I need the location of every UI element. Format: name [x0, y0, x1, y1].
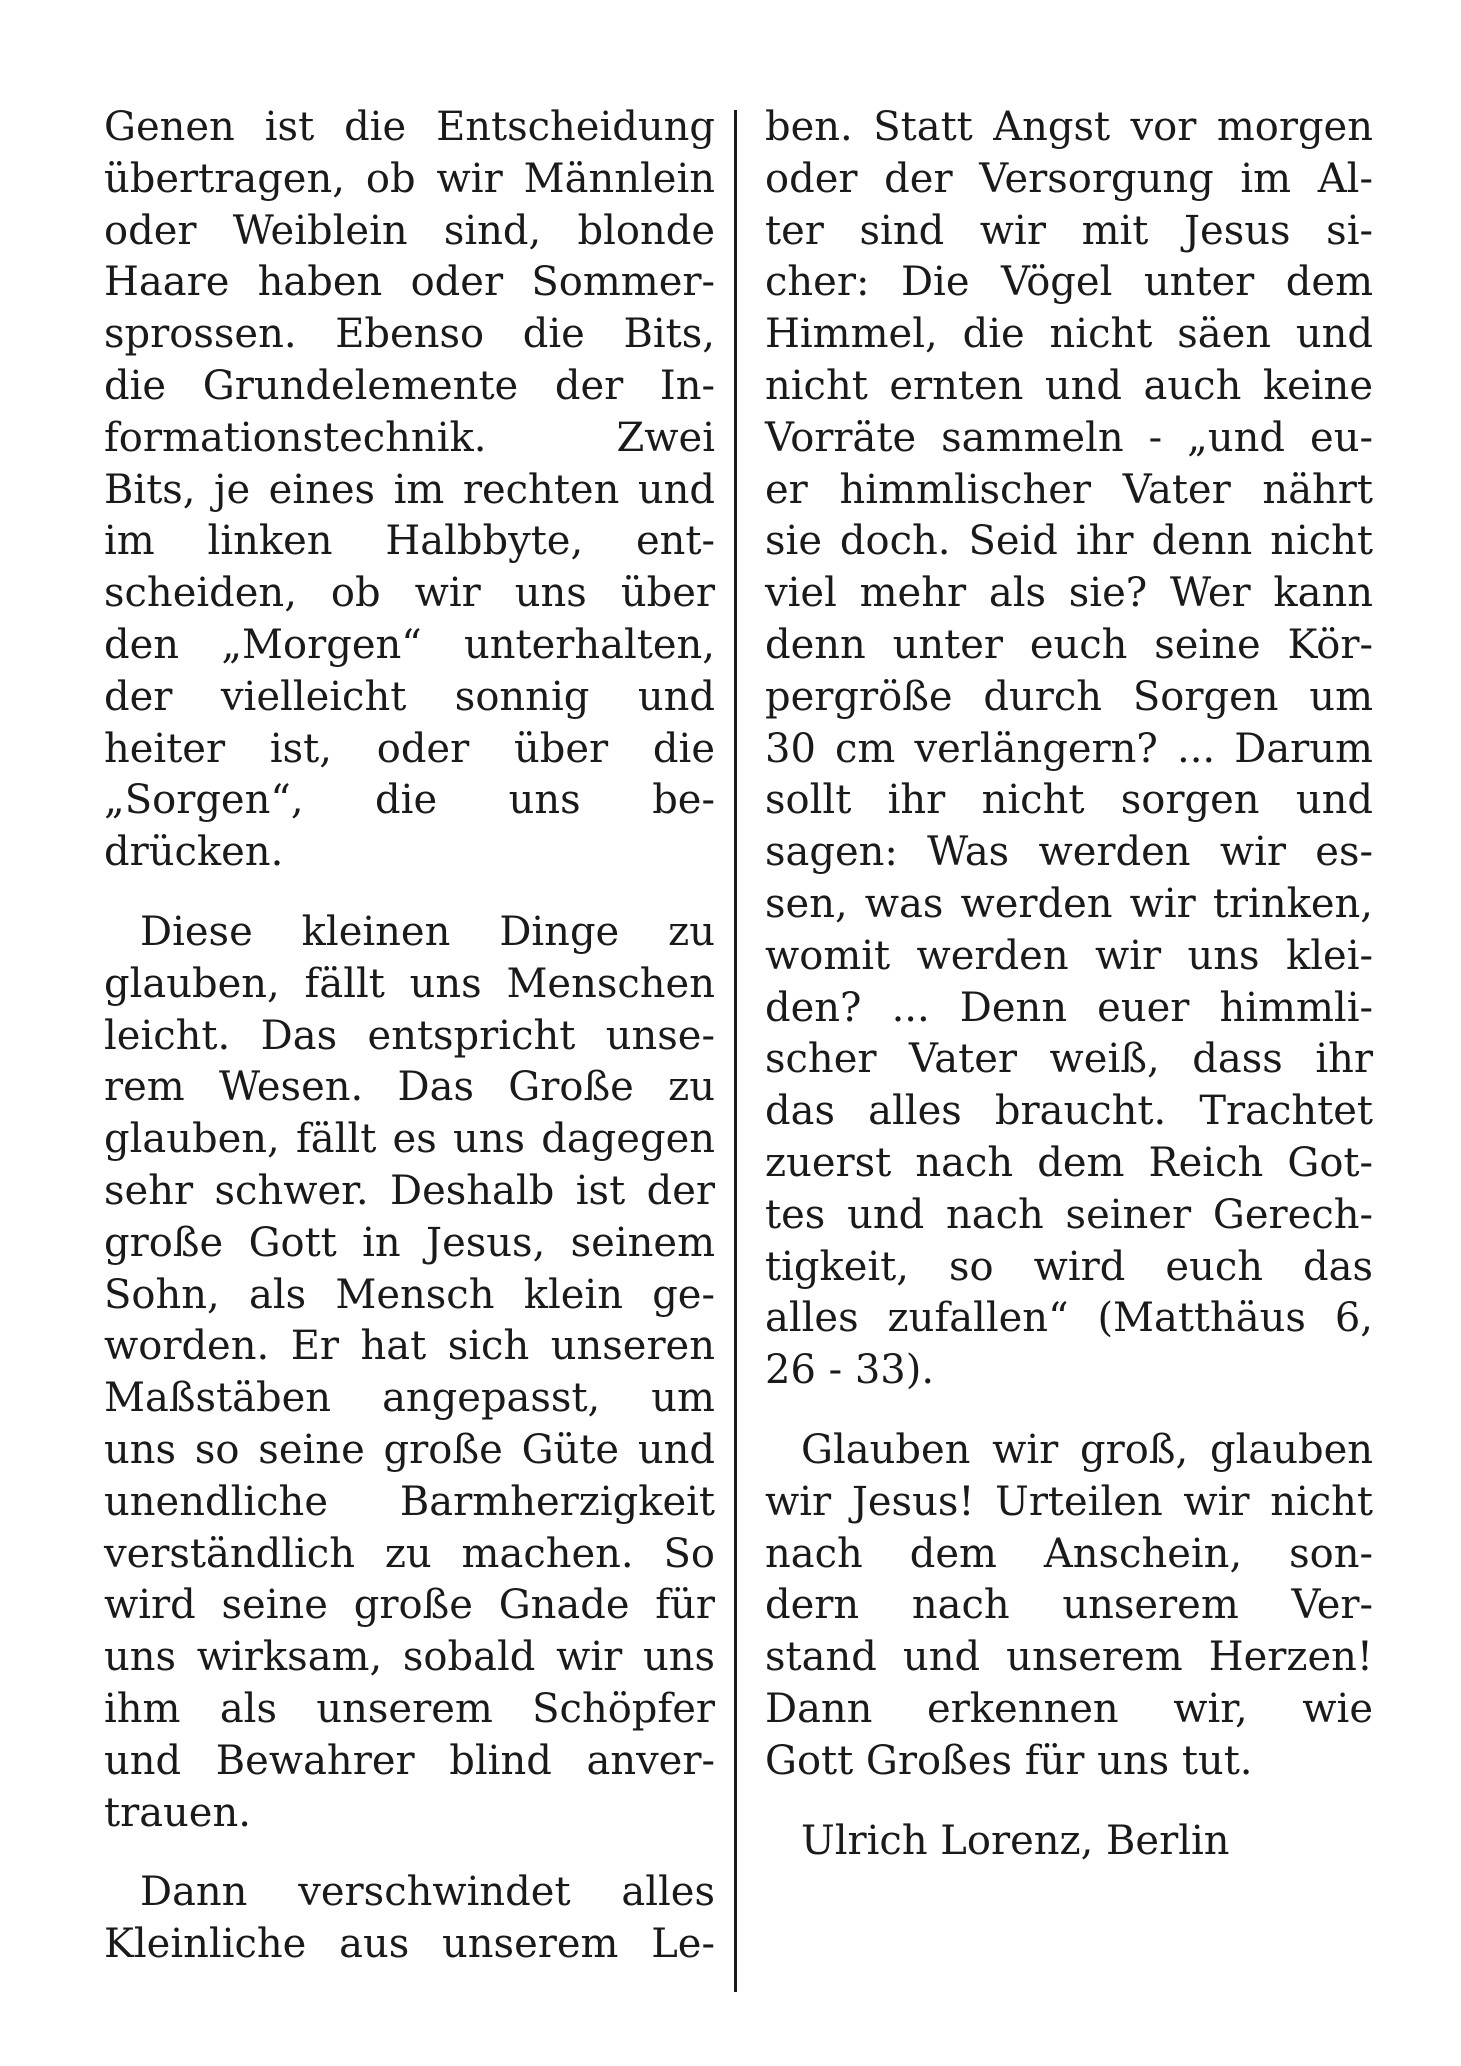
- text-line: ihm als unserem Schöpfer: [104, 1685, 715, 1732]
- text-line: Vorräte sammeln - „und eu-: [765, 414, 1373, 461]
- text-line: trauen.: [104, 1789, 251, 1836]
- left-column: [104, 102, 715, 1971]
- paragraph-gap: [104, 879, 715, 907]
- text-line: pergröße durch Sorgen um: [765, 673, 1373, 720]
- text-line: wir Jesus! Urteilen wir nicht: [765, 1478, 1373, 1525]
- text-line: das alles braucht. Trachtet: [765, 1088, 1373, 1135]
- text-line: sie doch. Seid ihr denn nicht: [765, 518, 1373, 565]
- text-line: oder Weiblein sind, blonde: [104, 207, 715, 254]
- text-line: „Sorgen“, die uns be-: [104, 777, 715, 824]
- text-line: den? ... Denn euer himmli-: [765, 984, 1373, 1031]
- text-line: übertragen, ob wir Männlein: [104, 155, 715, 202]
- text-line: cher: Die Vögel unter dem: [765, 259, 1373, 306]
- text-line: Genen ist die Entscheidung: [104, 104, 715, 150]
- text-line: im linken Halbbyte, ent-: [104, 518, 715, 565]
- text-line: 30 cm verlängern? ... Darum: [765, 725, 1373, 772]
- text-line: drücken.: [104, 829, 284, 876]
- paragraph-gap: [104, 1839, 715, 1867]
- text-line: Maßstäben angepasst, um: [104, 1375, 715, 1422]
- text-line: viel mehr als sie? Wer kann: [765, 570, 1373, 617]
- text-line: tigkeit, so wird euch das: [765, 1243, 1373, 1290]
- text-line: ter sind wir mit Jesus si-: [765, 207, 1373, 254]
- text-line: oder der Versorgung im Al-: [765, 155, 1373, 202]
- text-line: den „Morgen“ unterhalten,: [104, 621, 715, 668]
- text-line: scheiden, ob wir uns über: [104, 570, 715, 617]
- text-line: unendliche Barmherzigkeit: [104, 1478, 715, 1525]
- text-line: wird seine große Gnade für: [104, 1582, 715, 1629]
- text-line: Gott Großes für uns tut.: [765, 1737, 1253, 1784]
- text-line: der vielleicht sonnig und: [104, 673, 715, 720]
- text-line: Kleinliche aus unserem Le-: [104, 1921, 715, 1968]
- text-line: Dann verschwindet alles: [140, 1869, 715, 1916]
- text-line: die Grundelemente der In-: [104, 362, 715, 409]
- paragraph-gap: [765, 1397, 1373, 1425]
- text-line: ben. Statt Angst vor morgen: [765, 104, 1373, 150]
- text-line: und Bewahrer blind anver-: [104, 1737, 715, 1784]
- text-line: 26 - 33).: [765, 1347, 935, 1394]
- text-line: sollt ihr nicht sorgen und: [765, 777, 1373, 824]
- text-line: heiter ist, oder über die: [104, 725, 715, 772]
- text-line: uns so seine große Güte und: [104, 1426, 715, 1473]
- text-line: er himmlischer Vater nährt: [765, 466, 1373, 513]
- text-line: Dann erkennen wir, wie: [765, 1685, 1373, 1732]
- text-line: alles zufallen“ (Matthäus 6,: [765, 1295, 1373, 1342]
- text-line: Himmel, die nicht säen und: [765, 311, 1373, 358]
- paragraph-gap: [765, 1788, 1373, 1816]
- text-line: Haare haben oder Sommer-: [104, 259, 715, 306]
- text-line: rem Wesen. Das Große zu: [104, 1064, 715, 1111]
- text-line: denn unter euch seine Kör-: [765, 621, 1373, 668]
- paragraph: [104, 102, 715, 879]
- text-line: sen, was werden wir trinken,: [765, 880, 1373, 927]
- text-line: Sohn, als Mensch klein ge-: [104, 1271, 715, 1318]
- text-line: leicht. Das entspricht unse-: [104, 1012, 715, 1059]
- text-line: womit werden wir uns klei-: [765, 932, 1373, 979]
- text-line: tes und nach seiner Gerech-: [765, 1191, 1373, 1238]
- text-line: formationstechnik. Zwei: [104, 414, 715, 461]
- text-line: glauben, fällt uns Menschen: [104, 960, 715, 1007]
- text-line: dern nach unserem Ver-: [765, 1582, 1373, 1629]
- text-line: sehr schwer. Deshalb ist der: [104, 1167, 715, 1214]
- paragraph: [765, 102, 1373, 1397]
- text-line: glauben, fällt es uns dagegen: [104, 1116, 715, 1163]
- text-line: nach dem Anschein, son-: [765, 1530, 1373, 1577]
- paragraph: [104, 1867, 715, 1971]
- text-line: Diese kleinen Dinge zu: [140, 908, 715, 955]
- text-line: Bits, je eines im rechten und: [104, 466, 715, 513]
- text-line: uns wirksam, sobald wir uns: [104, 1634, 715, 1681]
- text-line: stand und unserem Herzen!: [765, 1634, 1373, 1681]
- text-line: Glauben wir groß, glauben: [801, 1426, 1373, 1473]
- paragraph: [104, 907, 715, 1839]
- text-line: Ulrich Lorenz, Berlin: [801, 1817, 1230, 1864]
- paragraph: [765, 1816, 1373, 1868]
- text-line: nicht ernten und auch keine: [765, 362, 1373, 409]
- text-line: große Gott in Jesus, seinem: [104, 1219, 715, 1266]
- text-line: zuerst nach dem Reich Got-: [765, 1139, 1373, 1186]
- text-line: sprossen. Ebenso die Bits,: [104, 311, 715, 358]
- text-line: verständlich zu machen. So: [104, 1530, 715, 1577]
- paragraph: [765, 1425, 1373, 1788]
- text-line: sagen: Was werden wir es-: [765, 829, 1373, 876]
- right-column: [765, 102, 1373, 1867]
- text-line: worden. Er hat sich unseren: [104, 1323, 715, 1370]
- column-divider: [734, 110, 737, 1992]
- text-line: scher Vater weiß, dass ihr: [765, 1036, 1373, 1083]
